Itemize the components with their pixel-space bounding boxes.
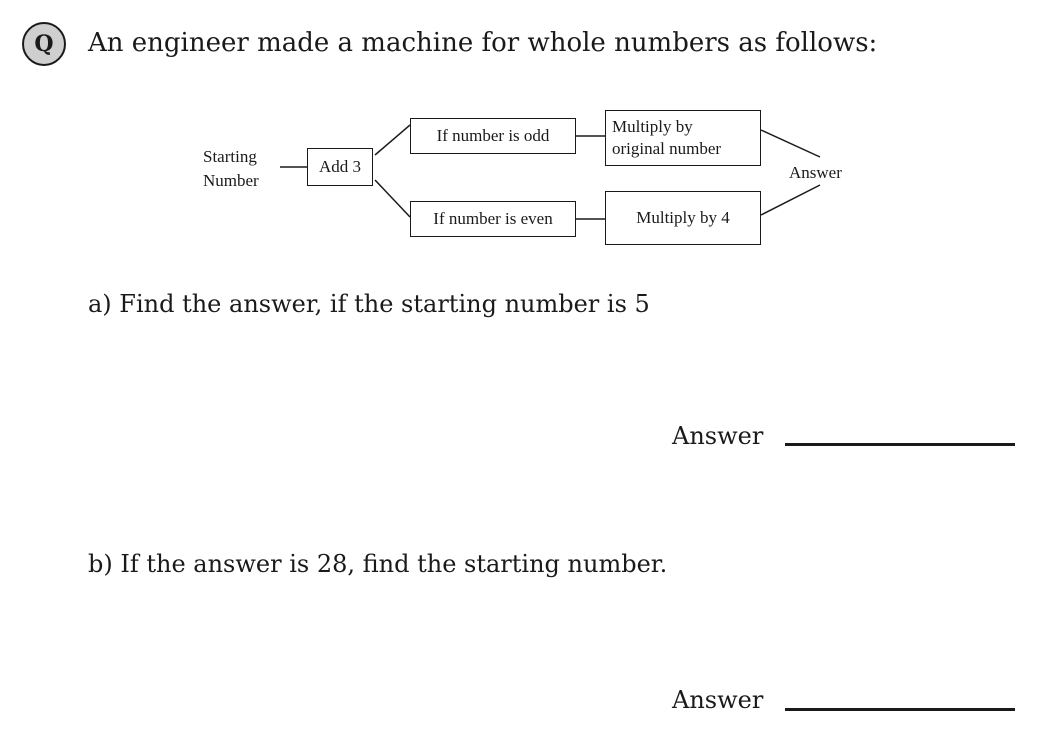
part-a-prompt: a) Find the answer, if the starting number is 5 <box>88 290 650 318</box>
connector-multiply-answer-top <box>761 130 820 157</box>
starting-number-label <box>203 145 259 193</box>
multiply-original-line2: original number <box>612 139 722 158</box>
starting-label-line2: Number <box>203 171 259 190</box>
part-a-answer-label: Answer <box>672 422 764 450</box>
multiply-original-line1: Multiply by <box>612 117 693 136</box>
connector-add-odd <box>375 125 410 155</box>
part-b-prompt: b) If the answer is 28, find the starting number. <box>88 550 668 578</box>
connector-add-even <box>375 180 410 217</box>
part-b-answer-line[interactable] <box>785 708 1015 711</box>
question-badge: Q <box>22 22 66 66</box>
part-b-answer-label: Answer <box>672 686 764 714</box>
machine-diagram <box>195 105 875 250</box>
multiply-four-box: Multiply by 4 <box>605 191 761 245</box>
odd-box: If number is odd <box>410 118 576 154</box>
starting-label-line1: Starting <box>203 147 257 166</box>
multiply-original-box <box>605 110 761 166</box>
question-text: An engineer made a machine for whole numbers as follows: <box>88 28 878 58</box>
connector-multiply-answer-bottom <box>761 185 820 215</box>
diagram-answer-label: Answer <box>789 163 842 182</box>
part-a-answer-line[interactable] <box>785 443 1015 446</box>
even-box: If number is even <box>410 201 576 237</box>
add-3-box: Add 3 <box>307 148 373 186</box>
